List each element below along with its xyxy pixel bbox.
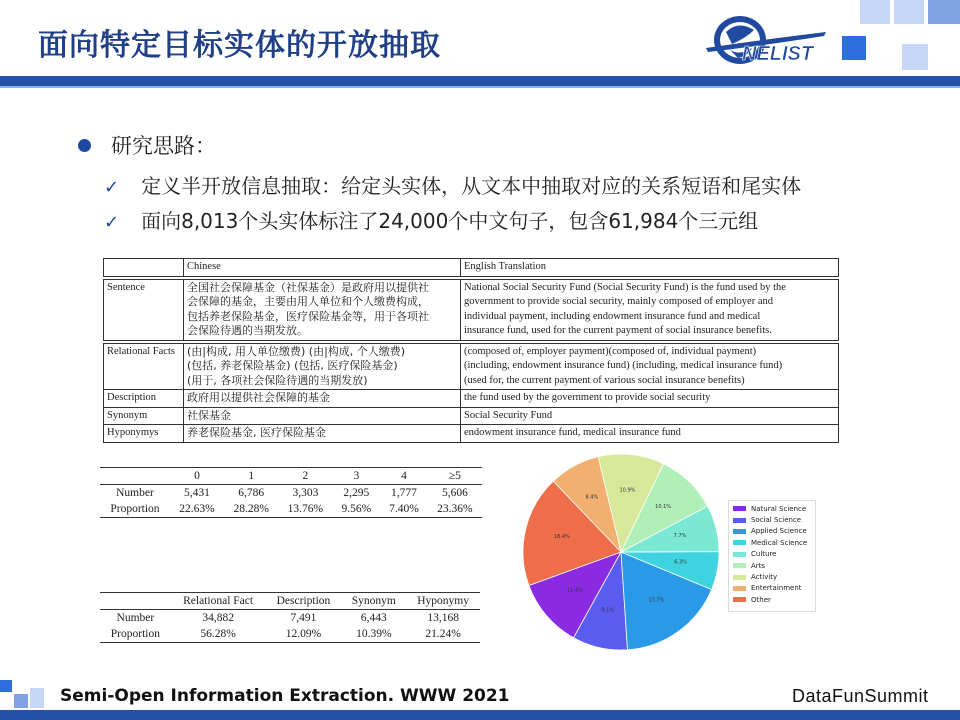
pie-slice-label: 10.9% (619, 487, 636, 494)
table-row (104, 390, 839, 408)
table-cell: 23.36% (428, 501, 482, 518)
table-header (100, 593, 171, 610)
table-header-row (100, 468, 482, 485)
decor-square (928, 0, 960, 24)
header-bar-accent (0, 86, 960, 88)
table-header: Hyponymy (406, 593, 480, 610)
decor-square (902, 44, 928, 70)
row-label: Proportion (100, 501, 170, 518)
chinese-cell: 政府用以提供社会保障的基金 (184, 390, 461, 408)
main-bullet-text: 研究思路： (111, 134, 216, 158)
table-cell: 10.39% (341, 626, 406, 643)
decor-square (0, 680, 12, 692)
legend-label: Other (751, 595, 771, 604)
table-cell: 13,168 (427, 612, 459, 624)
legend-swatch (733, 563, 746, 568)
table-header: English Translation (461, 259, 839, 277)
category-pie-chart (512, 452, 730, 652)
legend-item (729, 503, 815, 514)
legend-item (729, 583, 815, 594)
table-row (104, 343, 839, 390)
legend-swatch (733, 597, 746, 602)
table-cell: 22.63% (170, 501, 224, 518)
table-cell: 3,303 (292, 487, 319, 499)
legend-label: Activity (751, 573, 778, 582)
sub-bullet-text: 定义半开放信息抽取：给定头实体，从文本中抽取对应的关系短语和尾实体 (141, 174, 802, 198)
chinese-cell: 养老保险基金, 医疗保险基金 (184, 425, 461, 443)
table-header-row (104, 259, 839, 277)
legend-label: Social Science (751, 516, 802, 525)
table-cell: 5,431 (184, 487, 210, 499)
decor-square (30, 688, 44, 708)
legend-label: Entertainment (751, 584, 802, 593)
pie-slice-label: 10.1% (655, 504, 672, 511)
legend-swatch (733, 540, 746, 545)
example-table (103, 258, 839, 443)
table-row (100, 626, 480, 643)
legend-swatch (733, 552, 746, 557)
row-label: Relational Facts (104, 343, 184, 390)
table-row (104, 425, 839, 443)
legend-swatch (733, 518, 746, 523)
checkmark-icon: ✓ (104, 212, 120, 233)
legend-label: Culture (751, 550, 777, 559)
row-label: Proportion (100, 626, 171, 643)
brand-text: DataFunSummit (792, 686, 929, 706)
row-label: Sentence (104, 279, 184, 340)
pie-slice-label: 8.4% (585, 494, 599, 501)
table-header: 2 (278, 468, 332, 485)
table-row (100, 485, 482, 502)
table-cell: 7,491 (290, 612, 317, 624)
table-row (104, 407, 839, 425)
pie-slice-label: 6.3% (674, 559, 687, 566)
pie-slice-label: 18.4% (553, 534, 570, 541)
table-header: Relational Fact (171, 593, 266, 610)
header-bar (0, 76, 960, 86)
table-header: Description (266, 593, 342, 610)
pie-slice-label: 9.1% (601, 607, 615, 614)
legend-item (729, 537, 815, 548)
table-cell: 12.09% (266, 626, 342, 643)
table-cell: 56.28% (171, 626, 266, 643)
decor-square (842, 36, 866, 60)
legend-item (729, 594, 815, 605)
legend-label: Applied Science (751, 527, 807, 536)
chinese-cell: (由|构成, 用人单位缴费) (由|构成, 个人缴费) (包括, 养老保险基金) (包括, 医疗保险基金) (用于, 各项社会保险待遇的当期发放) (184, 343, 461, 390)
row-label: Number (116, 612, 155, 624)
legend-swatch (733, 586, 746, 591)
legend-swatch (733, 575, 746, 580)
row-label: Synonym (104, 407, 184, 425)
table-header: 0 (170, 468, 224, 485)
type-table (100, 592, 480, 643)
legend-item (729, 571, 815, 582)
decor-square (894, 0, 924, 24)
pie-slice-label: 7.7% (673, 533, 687, 540)
legend-item (729, 560, 815, 571)
svg-text:NELIST: NELIST (742, 43, 814, 65)
pie-slice-label: 17.7% (648, 597, 665, 604)
table-header: 1 (224, 468, 278, 485)
page-title: 面向特定目标实体的开放抽取 (38, 28, 441, 63)
table-row (100, 610, 480, 627)
english-cell: the fund used by the government to provide social security (461, 390, 839, 408)
english-cell: National Social Security Fund (Social Security Fund) is the fund used by the government to provide social security, mainly composed of employer and individual payment, including endowment insurance fund and medical insurance fund, used for the current payment of social insurance benefits. (461, 279, 839, 340)
legend-label: Arts (751, 561, 766, 570)
count-table (100, 467, 482, 518)
table-header: Chinese (184, 259, 461, 277)
english-cell: (composed of, employer payment)(composed of, individual payment) (including, endowment insurance fund) (including, medical insurance fund) (used for, the current payment of various social insurance benefits) (461, 343, 839, 390)
row-label: Hyponymys (104, 425, 184, 443)
table-cell: 5,606 (441, 487, 468, 499)
english-cell: Social Security Fund (461, 407, 839, 425)
bullet-dot-icon (78, 139, 91, 152)
sub-bullet-text: 面向8,013个头实体标注了24,000个中文句子，包含61,984个三元组 (141, 209, 759, 233)
legend-label: Natural Science (751, 504, 807, 513)
table-cell: 7.40% (380, 501, 428, 518)
table-header: Synonym (341, 593, 406, 610)
decor-square (14, 694, 28, 708)
decor-square (860, 0, 890, 24)
table-header: ≥5 (428, 468, 482, 485)
main-bullet (78, 130, 216, 160)
legend-item (729, 549, 815, 560)
nelist-logo (700, 10, 830, 72)
sub-bullet (104, 170, 801, 199)
chinese-cell: 社保基金 (184, 407, 461, 425)
row-label: Description (104, 390, 184, 408)
table-cell: 9.56% (333, 501, 381, 518)
legend-item (729, 526, 815, 537)
table-header: 4 (380, 468, 428, 485)
table-cell: 13.76% (278, 501, 332, 518)
table-cell: 6,443 (360, 612, 387, 624)
footer-bar (0, 710, 960, 720)
table-row (104, 279, 839, 340)
chart-legend (728, 500, 816, 612)
legend-item (729, 514, 815, 525)
table-header-row (100, 593, 480, 610)
table-cell: 2,295 (343, 487, 370, 499)
table-cell: 1,777 (391, 487, 417, 499)
table-header (100, 468, 170, 485)
chinese-cell: 全国社会保障基金（社保基金）是政府用以提供社 会保障的基金，主要由用人单位和个人缴费构成， 包括养老保险基金，医疗保险基金等，用于各项社 会保险待遇的当期发放。 (184, 279, 461, 340)
table-cell: 34,882 (202, 612, 234, 624)
sub-bullet (104, 205, 758, 234)
table-cell: 21.24% (406, 626, 480, 643)
table-row (100, 501, 482, 518)
row-label: Number (116, 487, 154, 499)
table-cell: 6,786 (238, 487, 265, 499)
table-header: 3 (333, 468, 381, 485)
pie-slice-label: 11.4% (566, 587, 583, 594)
table-cell: 28.28% (224, 501, 278, 518)
legend-label: Medical Science (751, 538, 808, 547)
citation-text: Semi-Open Information Extraction. WWW 2021 (60, 686, 510, 706)
checkmark-icon: ✓ (104, 177, 120, 198)
legend-swatch (733, 506, 746, 511)
legend-swatch (733, 529, 746, 534)
english-cell: endowment insurance fund, medical insurance fund (461, 425, 839, 443)
table-header (104, 259, 184, 277)
